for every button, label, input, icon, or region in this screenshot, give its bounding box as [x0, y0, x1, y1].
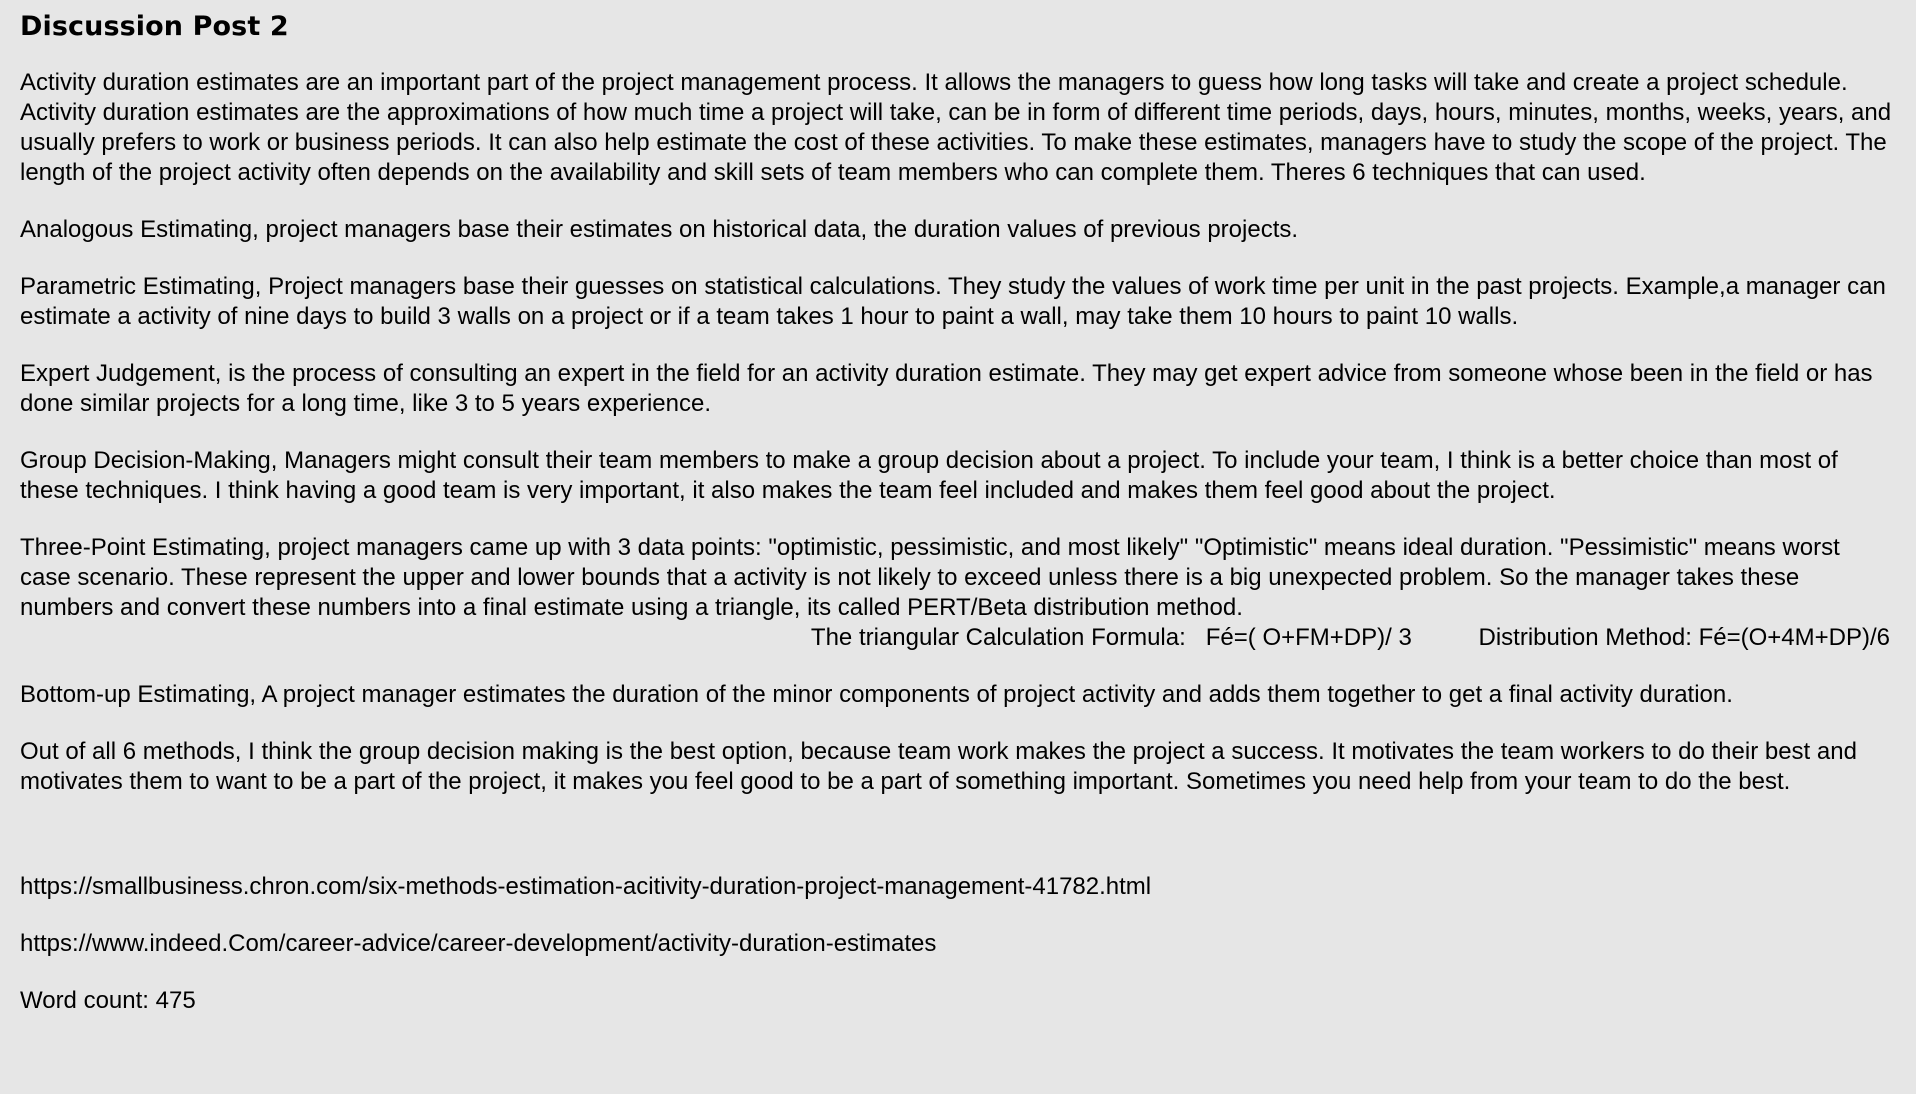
reference-link-chron[interactable]: https://smallbusiness.chron.com/six-methods-estimation-acitivity-duration-project-management-41782.html: [20, 873, 1152, 900]
parametric-estimating-paragraph: Parametric Estimating, Project managers base their guesses on statistical calculations. They study the values of work time per unit in the past projects. Example,a manager can estimate a activity of nine days to build 3 walls on a project or if a team takes 1 hour to paint a wall, may take them 10 hours to paint 10 walls.: [20, 273, 1886, 330]
word-count: Word count: 475: [20, 987, 196, 1014]
analogous-estimating-paragraph: Analogous Estimating, project managers base their estimates on historical data, the duration values of previous projects.: [20, 216, 1299, 243]
expert-judgement-paragraph: Expert Judgement, is the process of consulting an expert in the field for an activity duration estimate. They may get expert advice from someone whose been in the field or has done similar projects for a long time, like 3 to 5 years experience.: [20, 360, 1873, 417]
conclusion-paragraph: Out of all 6 methods, I think the group decision making is the best option, because team work makes the project a success. It motivates the team workers to do their best and motivates them to want to be a part of the project, it makes you feel good to be a part of something important. Sometimes you need help from your team to do the best.: [20, 738, 1857, 795]
three-point-estimating-paragraph: [20, 533, 1896, 653]
group-decision-paragraph: Group Decision-Making, Managers might consult their team members to make a group decision about a project. To include your team, I think is a better choice than most of these techniques. I think having a good team is very important, it also makes the team feel included and makes them feel good about the project.: [20, 447, 1838, 504]
page-title: Discussion Post 2: [20, 11, 289, 42]
spacer: [20, 824, 1896, 872]
reference-link-indeed[interactable]: https://www.indeed.Com/career-advice/career-development/activity-duration-estimates: [20, 930, 937, 957]
three-point-text: Three-Point Estimating, project managers came up with 3 data points: "optimistic, pessimistic, and most likely" "Optimistic" means ideal duration. "Pessimistic" means worst case scenario. These represent the upper and lower bounds that a activity is not likely to exceed unless there is a big unexpected problem. So the manager takes these numbers and convert these numbers into a final estimate using a triangle, its called PERT/Beta distribution method.: [20, 534, 1840, 621]
formula-line: The triangular Calculation Formula: Fé=( O+FM+DP)/ 3 Distribution Method: Fé=(O+4M+DP)/6: [810, 624, 1890, 651]
intro-paragraph: Activity duration estimates are an important part of the project management process. It allows the managers to guess how long tasks will take and create a project schedule. Activity duration estimates are the approximations of how much time a project will take, can be in form of different time periods, days, hours, minutes, months, weeks, years, and usually prefers to work or business periods. It can also help estimate the cost of these activities. To make these estimates, managers have to study the scope of the project. The length of the project activity often depends on the availability and skill sets of team members who can complete them. Theres 6 techniques that can used.: [20, 69, 1892, 186]
bottom-up-estimating-paragraph: Bottom-up Estimating, A project manager estimates the duration of the minor components of project activity and adds them together to get a final activity duration.: [20, 681, 1733, 708]
